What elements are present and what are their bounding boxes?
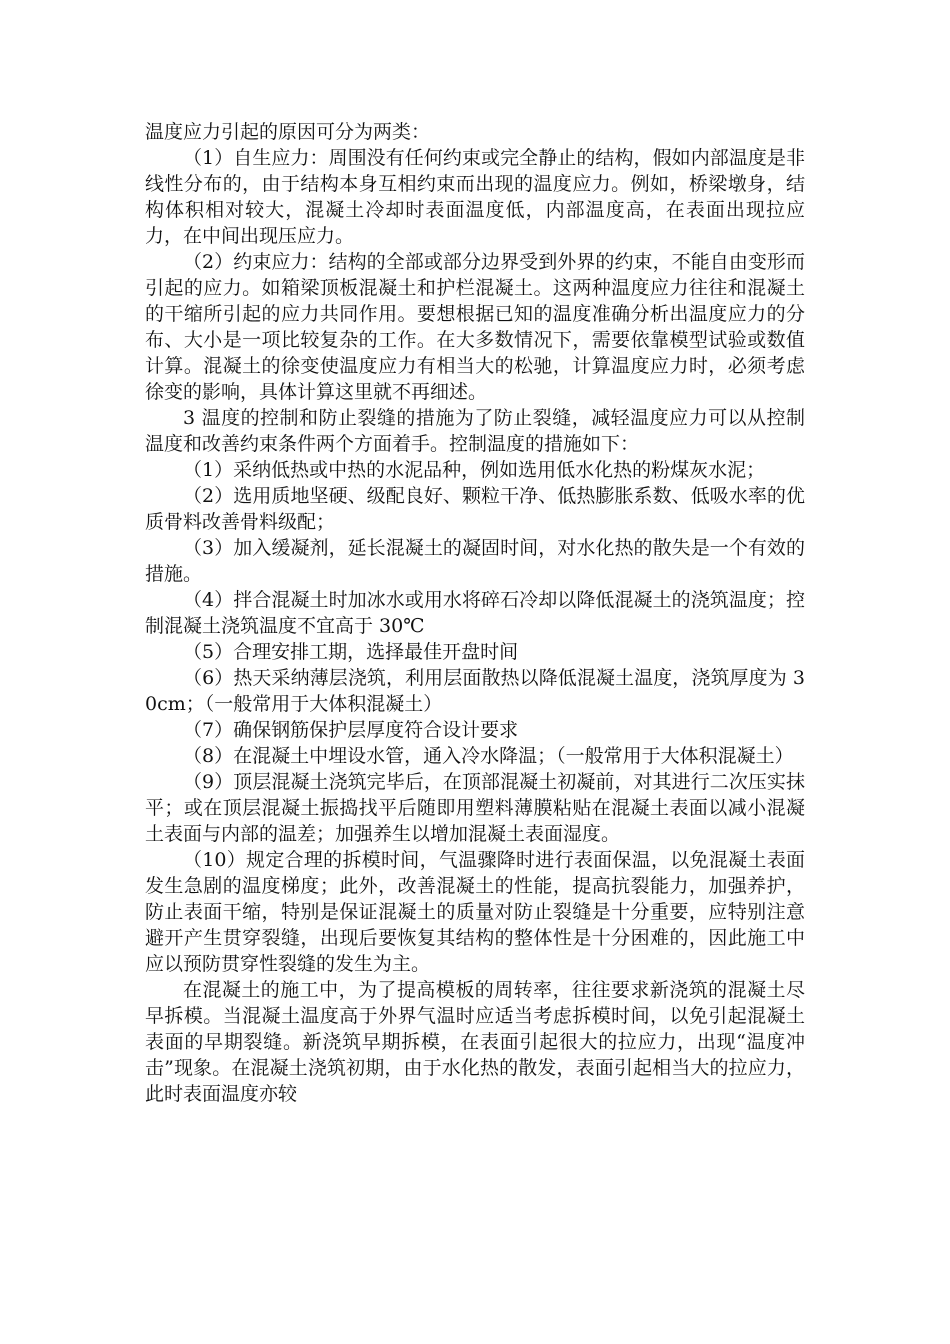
- paragraph-intro: 温度应力引起的原因可分为两类：: [145, 121, 431, 143]
- list-item-10: （10）规定合理的拆模时间，气温骤降时进行表面保温，以免混凝土表面发生急剧的温度梯度；此外，改善混凝土的性能，提高抗裂能力，加强养护，防止表面干缩，特别是保证混凝土的质量对防止裂缝是十分重要，应特别注意避开产生贯穿裂缝，出现后要恢复其结构的整体性是十分困难的，因此施工中应以预防贯穿性裂缝的发生为主。: [145, 849, 805, 975]
- paragraph-section-3: 3 温度的控制和防止裂缝的措施为了防止裂缝，减轻温度应力可以从控制温度和改善约束条件两个方面着手。控制温度的措施如下：: [145, 407, 805, 455]
- document-body: [145, 119, 805, 1107]
- list-item-3: （3）加入缓凝剂，延长混凝土的凝固时间，对水化热的散失是一个有效的措施。: [145, 537, 805, 585]
- paragraph-formwork: 在混凝土的施工中，为了提高模板的周转率，往往要求新浇筑的混凝土尽早拆模。当混凝土温度高于外界气温时应适当考虑拆模时间，以免引起混凝土表面的早期裂缝。新浇筑早期拆模，在表面引起很大的拉应力，出现“温度冲击”现象。在混凝土浇筑初期，由于水化热的散发，表面引起相当大的拉应力，此时表面温度亦较: [145, 979, 805, 1105]
- list-item-6: （6）热天采纳薄层浇筑，利用层面散热以降低混凝土温度，浇筑厚度为 30cm；（一般常用于大体积混凝土）: [145, 667, 805, 715]
- paragraph-constraint-stress: （2）约束应力：结构的全部或部分边界受到外界的约束，不能自由变形而引起的应力。如箱梁顶板混凝土和护栏混凝土。这两种温度应力往往和混凝土的干缩所引起的应力共同作用。要想根据已知的温度准确分析出温度应力的分布、大小是一项比较复杂的工作。在大多数情况下，需要依靠模型试验或数值计算。混凝土的徐变使温度应力有相当大的松驰，计算温度应力时，必须考虑徐变的影响，具体计算这里就不再细述。: [145, 251, 805, 403]
- list-item-1: （1）采纳低热或中热的水泥品种，例如选用低水化热的粉煤灰水泥；: [183, 459, 766, 481]
- list-item-9: （9）顶层混凝土浇筑完毕后，在顶部混凝土初凝前，对其进行二次压实抹平；或在顶层混凝土振捣找平后随即用塑料薄膜粘贴在混凝土表面以减小混凝土表面与内部的温差；加强养生以增加混凝土表面湿度。: [145, 771, 805, 845]
- list-item-8: （8）在混凝土中埋设水管，通入冷水降温；（一般常用于大体积混凝土）: [183, 745, 794, 767]
- list-item-5: （5）合理安排工期，选择最佳开盘时间: [183, 641, 519, 663]
- list-item-4: （4）拌合混凝土时加冰水或用水将碎石冷却以降低混凝土的浇筑温度；控制混凝土浇筑温度不宜高于 30℃: [145, 589, 805, 637]
- paragraph-self-stress: （1）自生应力：周围没有任何约束或完全静止的结构，假如内部温度是非线性分布的，由于结构本身互相约束而出现的温度应力。例如，桥梁墩身，结构体积相对较大，混凝土冷却时表面温度低，内部温度高，在表面出现拉应力，在中间出现压应力。: [145, 147, 805, 247]
- list-item-7: （7）确保钢筋保护层厚度符合设计要求: [183, 719, 519, 741]
- list-item-2: （2）选用质地坚硬、级配良好、颗粒干净、低热膨胀系数、低吸水率的优质骨料改善骨料级配；: [145, 485, 805, 533]
